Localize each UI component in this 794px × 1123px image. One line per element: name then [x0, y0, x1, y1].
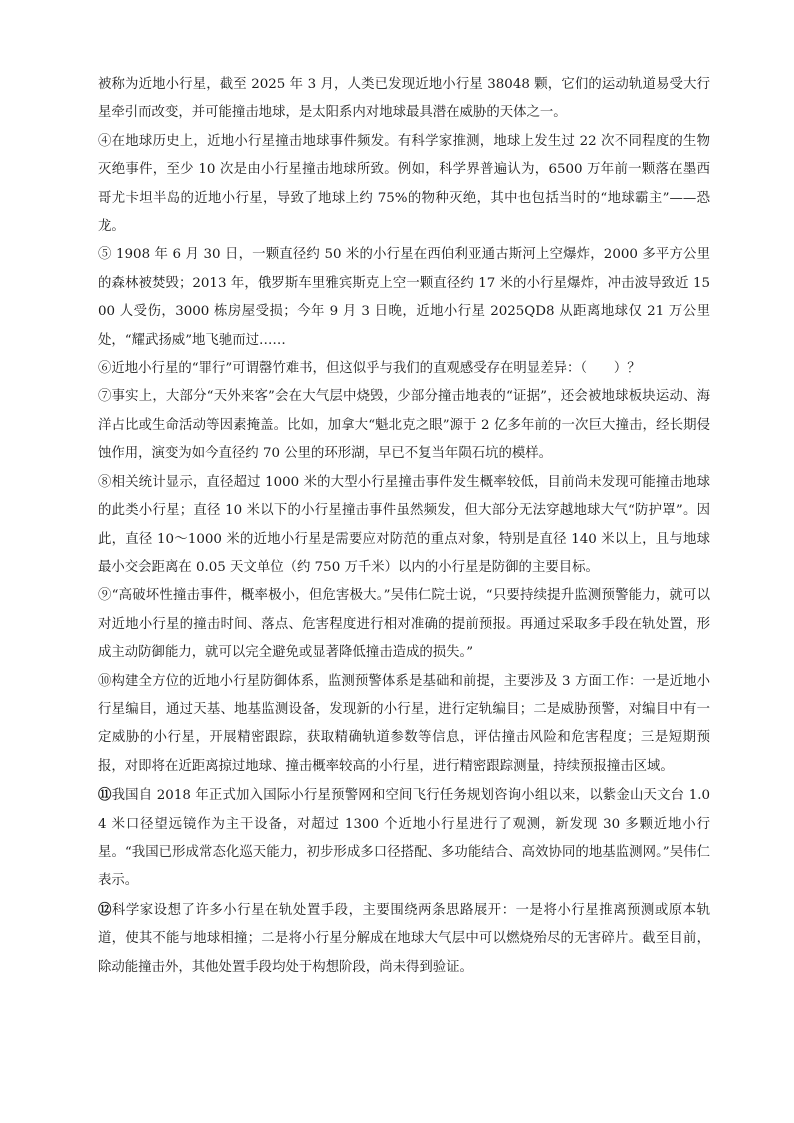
paragraph-text: 我国自 2018 年正式加入国际小行星预警网和空间飞行任务规划咨询小组以来，以紫金山天文台 1.04 米口径望远镜作为主干设备，对超过 1300 个近地小行星进行了观测，新发现 30 多颗近地小行星。“我国已形成常态化巡天能力，初步形成多口径搭配、多功能结合、高效协同的地基监测网。”吴伟仁表示。: [98, 788, 711, 889]
paragraph-number: ④: [98, 133, 112, 149]
paragraph-5: [98, 241, 710, 355]
paragraph-number: ⑧: [98, 474, 112, 490]
paragraph-number: ⑥: [98, 361, 112, 377]
paragraph-10: [98, 668, 710, 782]
paragraph-text: 在地球历史上，近地小行星撞击地球事件频发。有科学家推测，地球上发生过 22 次不同程度的生物灭绝事件，至少 10 次是由小行星撞击地球所致。例如，科学界普遍认为，6500 万年前一颗落在墨西哥尤卡坦半岛的近地小行星，导致了地球上约 75%的物种灭绝，其中也包括当时的“地球霸主”——恐龙。: [98, 133, 710, 235]
paragraph-text: 相关统计显示，直径超过 1000 米的大型小行星撞击事件发生概率较低，目前尚未发现可能撞击地球的此类小行星；直径 10 米以下的小行星撞击事件虽然频发，但大部分无法穿越地球大气“防护罩”。因此，直径 10～1000 米的近地小行星是需要应对防范的重点对象，特别是直径 140 米以上，且与地球最小交会距离在 0.05 天文单位（约 750 万千米）以内的小行星是防御的主要目标。: [98, 474, 711, 575]
paragraph-7: [98, 383, 710, 468]
paragraph-number: ⑨: [98, 588, 112, 604]
paragraph-8: [98, 469, 710, 583]
paragraph-text: 近地小行星的“罪行”可谓罄竹难书，但这似乎与我们的直观感受存在明显差异：（ ）？: [111, 361, 641, 377]
paragraph-4: [98, 128, 710, 242]
paragraph-9: [98, 582, 710, 667]
paragraph-text: 被称为近地小行星，截至 2025 年 3 月，人类已发现近地小行星 38048 颗，它们的运动轨道易受大行星牵引而改变，并可能撞击地球，是太阳系内对地球最具潜在威胁的天体之一。: [98, 77, 710, 121]
paragraph-number: ⑩: [98, 673, 112, 689]
paragraph-6: [98, 355, 710, 383]
paragraph-number: ⑦: [98, 389, 112, 405]
paragraph-number: ⑫: [98, 901, 112, 918]
paragraph-text: 构建全方位的近地小行星防御体系，监测预警体系是基础和前提，主要涉及 3 方面工作：一是近地小行星编目，通过天基、地基监测设备，发现新的小行星，进行定轨编目；二是威胁预警，对编目中有一定威胁的小行星，开展精密跟踪，获取精确轨道参数等信息，评估撞击风险和危害程度；三是短期预报，对即将在近距离掠过地球、撞击概率较高的小行星，进行精密跟踪测量，持续预报撞击区域。: [98, 673, 711, 774]
paragraph-text: “高破坏性撞击事件，概率极小，但危害极大。”吴伟仁院士说，“只要持续提升监测预警能力，就可以对近地小行星的撞击时间、落点、危害程度进行相对准确的提前预报。再通过采取多手段在轨处置，形成主动防御能力，就可以完全避免或显著降低撞击造成的损失。”: [98, 588, 710, 661]
paragraph-number: ⑪: [98, 787, 112, 804]
paragraph-text: 科学家设想了许多小行星在轨处置手段，主要围绕两条思路展开：一是将小行星推离预测或原本轨道，使其不能与地球相撞；二是将小行星分解成在地球大气层中可以燃烧殆尽的无害碎片。截至目前，除动能撞击外，其他处置手段均处于构想阶段，尚未得到验证。: [98, 902, 710, 975]
paragraph-3-continued: [98, 71, 710, 128]
paragraph-text: 事实上，大部分“天外来客”会在大气层中烧毁，少部分撞击地表的“证据”，还会被地球板块运动、海洋占比或生命活动等因素掩盖。比如，加拿大“魁北克之眼”源于 2 亿多年前的一次巨大撞击，经长期侵蚀作用，演变为如今直径约 70 公里的环形湖，早已不复当年陨石坑的模样。: [98, 389, 711, 462]
paragraph-number: ⑤: [98, 247, 112, 263]
paragraph-text: 1908 年 6 月 30 日，一颗直径约 50 米的小行星在西伯利亚通古斯河上空爆炸，2000 多平方公里的森林被焚毁；2013 年，俄罗斯车里雅宾斯克上空一颗直径约 17 米的小行星爆炸，冲击波导致近 1500 人受伤，3000 栋房屋受损；今年 9 月 3 日晚，近地小行星 2025QD8 从距离地球仅 21 万公里处，“耀武扬威”地飞驰而过……: [98, 247, 711, 348]
paragraph-11: [98, 781, 710, 896]
paragraph-12: [98, 896, 710, 982]
